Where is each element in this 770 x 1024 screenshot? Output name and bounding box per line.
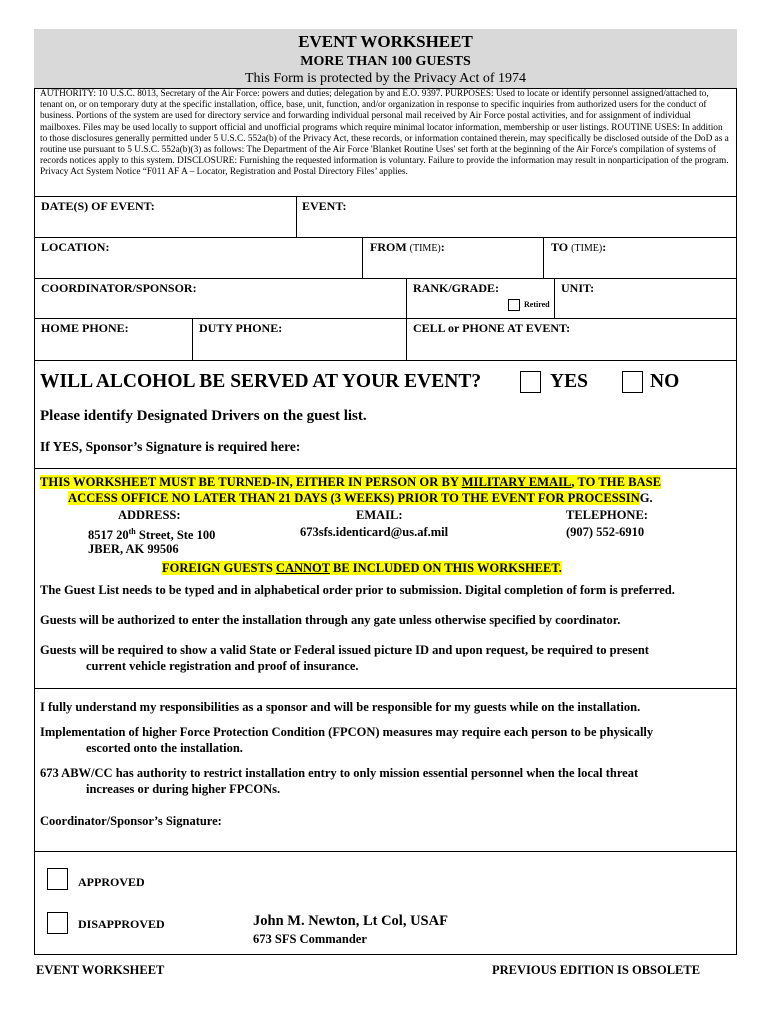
divider bbox=[362, 237, 363, 278]
unit-field[interactable]: UNIT: bbox=[561, 281, 595, 295]
address-label: ADDRESS: bbox=[118, 508, 181, 522]
guest-list-rule: The Guest List needs to be typed and in alphabetical order prior to submission. Digital completion of form is preferred. bbox=[40, 583, 675, 597]
disapproved-checkbox[interactable] bbox=[47, 912, 68, 934]
notice-text: CANNOT bbox=[275, 561, 330, 575]
notice-text: BE INCLUDED ON THIS WORKSHEET. bbox=[329, 561, 562, 575]
divider bbox=[406, 278, 407, 360]
email-label: EMAIL: bbox=[356, 508, 403, 522]
to-time-hint: (TIME) bbox=[571, 243, 603, 254]
divider bbox=[34, 237, 737, 238]
divider bbox=[34, 318, 737, 319]
designated-drivers-text: Please identify Designated Drivers on the guest list. bbox=[40, 408, 367, 424]
notice-text: FOREIGN GUESTS bbox=[162, 561, 276, 575]
alcohol-question: WILL ALCOHOL BE SERVED AT YOUR EVENT? bbox=[40, 371, 482, 392]
fpcon-notice-line1: Implementation of higher Force Protection Condition (FPCON) measures may require each person to be physically bbox=[40, 725, 654, 739]
telephone-label: TELEPHONE: bbox=[566, 508, 648, 522]
footer-form-name: EVENT WORKSHEET bbox=[36, 963, 165, 977]
foreign-guests-notice bbox=[162, 560, 562, 576]
abw-notice-line2: increases or during higher FPCONs. bbox=[86, 782, 281, 796]
to-label: TO bbox=[551, 240, 569, 254]
notice-text: ACCESS OFFICE NO LATER THAN 21 DAYS (3 WEEKS) PRIOR TO THE EVENT FOR PROCESSIN bbox=[68, 491, 640, 505]
turn-in-notice bbox=[40, 474, 661, 490]
address-city: JBER, AK 99506 bbox=[88, 542, 179, 556]
divider bbox=[34, 278, 737, 279]
foreign-guests-highlight bbox=[162, 561, 562, 575]
from-time-hint: (TIME) bbox=[409, 243, 441, 254]
divider bbox=[554, 278, 555, 318]
retired-label: Retired bbox=[524, 300, 550, 309]
form-header bbox=[34, 29, 737, 89]
from-time-field[interactable]: FROM (TIME): bbox=[370, 240, 445, 254]
telephone-number: (907) 552-6910 bbox=[566, 525, 645, 539]
dates-of-event-field[interactable]: DATE(S) OF EVENT: bbox=[41, 199, 155, 213]
notice-text: THIS WORKSHEET MUST BE TURNED-IN, EITHER IN PERSON OR BY bbox=[40, 475, 462, 489]
commander-name: John M. Newton, Lt Col, USAF bbox=[253, 913, 448, 929]
approved-checkbox[interactable] bbox=[47, 868, 68, 890]
to-time-field[interactable]: TO (TIME): bbox=[551, 240, 607, 254]
turn-in-notice-line2 bbox=[68, 490, 653, 506]
disapproved-label: DISAPPROVED bbox=[78, 917, 165, 931]
privacy-notice: This Form is protected by the Privacy Act of 1974 bbox=[244, 71, 527, 86]
home-phone-field[interactable]: HOME PHONE: bbox=[41, 321, 129, 335]
coordinator-sponsor-field[interactable]: COORDINATOR/SPONSOR: bbox=[41, 281, 197, 295]
fpcon-notice-line2: escorted onto the installation. bbox=[86, 741, 243, 755]
military-email-link[interactable]: MILITARY EMAIL bbox=[461, 475, 572, 489]
notice-text: , TO THE BASE bbox=[571, 475, 662, 489]
duty-phone-field[interactable]: DUTY PHONE: bbox=[199, 321, 283, 335]
location-field[interactable]: LOCATION: bbox=[41, 240, 110, 254]
id-rule-line2: current vehicle registration and proof of insurance. bbox=[86, 659, 359, 673]
sponsor-responsibility: I fully understand my responsibilities as a sponsor and will be responsible for my guests while on the installation. bbox=[40, 700, 641, 714]
alcohol-yes-label: YES bbox=[550, 371, 588, 392]
gate-rule: Guests will be authorized to enter the installation through any gate unless otherwise specified by coordinator. bbox=[40, 613, 621, 627]
street-suffix: th bbox=[128, 527, 136, 536]
divider bbox=[34, 851, 737, 852]
sponsor-signature-line[interactable]: If YES, Sponsor’s Signature is required here: bbox=[40, 439, 301, 454]
turn-in-notice-line1 bbox=[40, 475, 661, 489]
approved-label: APPROVED bbox=[78, 875, 145, 889]
email-address[interactable]: 673sfs.identicard@us.af.mil bbox=[300, 525, 449, 539]
cell-phone-field[interactable]: CELL or PHONE AT EVENT: bbox=[413, 321, 571, 335]
alcohol-no-label: NO bbox=[650, 371, 680, 392]
coordinator-signature-line[interactable]: Coordinator/Sponsor’s Signature: bbox=[40, 814, 222, 828]
divider bbox=[34, 360, 737, 361]
id-rule-line1: Guests will be required to show a valid State or Federal issued picture ID and upon request, be required to present bbox=[40, 643, 649, 657]
divider bbox=[296, 196, 297, 237]
divider bbox=[34, 468, 737, 469]
event-field[interactable]: EVENT: bbox=[302, 199, 347, 213]
alcohol-yes-checkbox[interactable] bbox=[520, 371, 541, 393]
divider bbox=[34, 688, 737, 689]
alcohol-no-checkbox[interactable] bbox=[622, 371, 643, 393]
notice-text: G. bbox=[639, 491, 653, 505]
divider bbox=[543, 237, 544, 278]
divider bbox=[34, 196, 737, 197]
divider bbox=[192, 318, 193, 360]
authority-text: AUTHORITY: 10 U.S.C. 8013, Secretary of the Air Force: powers and duties; delegation by and E.O. 9397. PURPOSES: Used to locate or identify personnel assigned/attached to, tenant on, or on temporary duty at the specific installation, office, base, unit, function, and/or organization in response to specific inquiries from authorized users for the conduct of business. Portions of the system are used for directory service and forwarding individual personal mail received by Air Force postal activities, and for assignment of individual mailboxes. Files may be used locally to support official and unofficial programs which require minimal locator information, membership or user listings. ROUTINE USES: In addition to those disclosures generally permitted under 5 U.S.C. 552a(b) of the Privacy Act, these records, or information contained therein, may specifically be disclosed outside of the DoD as a routine use pursuant to 5 U.S.C. 552a(b)(3) as follows: The Department of the Air Force 'Blanket Routine Uses' set forth at the beginning of the Air Force's compilation of systems of records notices apply to this system. DISCLOSURE: Furnishing the requested information is voluntary. Failure to provide the information may result in nonparticipation of the program. Privacy Act System Notice “F011 AF A – Locator, Registration and Postal Directory Files’ applies. bbox=[40, 89, 729, 178]
form-title: EVENT WORKSHEET bbox=[298, 32, 473, 51]
commander-title: 673 SFS Commander bbox=[253, 932, 367, 946]
abw-notice-line1: 673 ABW/CC has authority to restrict installation entry to only mission essential personnel when the local threat bbox=[40, 766, 639, 780]
from-label: FROM bbox=[370, 240, 407, 254]
street-name: Street, Ste 100 bbox=[135, 528, 216, 543]
retired-checkbox[interactable] bbox=[508, 299, 520, 311]
rank-grade-field[interactable]: RANK/GRADE: bbox=[413, 281, 499, 295]
footer-edition-notice: PREVIOUS EDITION IS OBSOLETE bbox=[492, 963, 701, 977]
street-number: 8517 20 bbox=[88, 528, 129, 543]
form-subtitle: MORE THAN 100 GUESTS bbox=[300, 54, 471, 69]
